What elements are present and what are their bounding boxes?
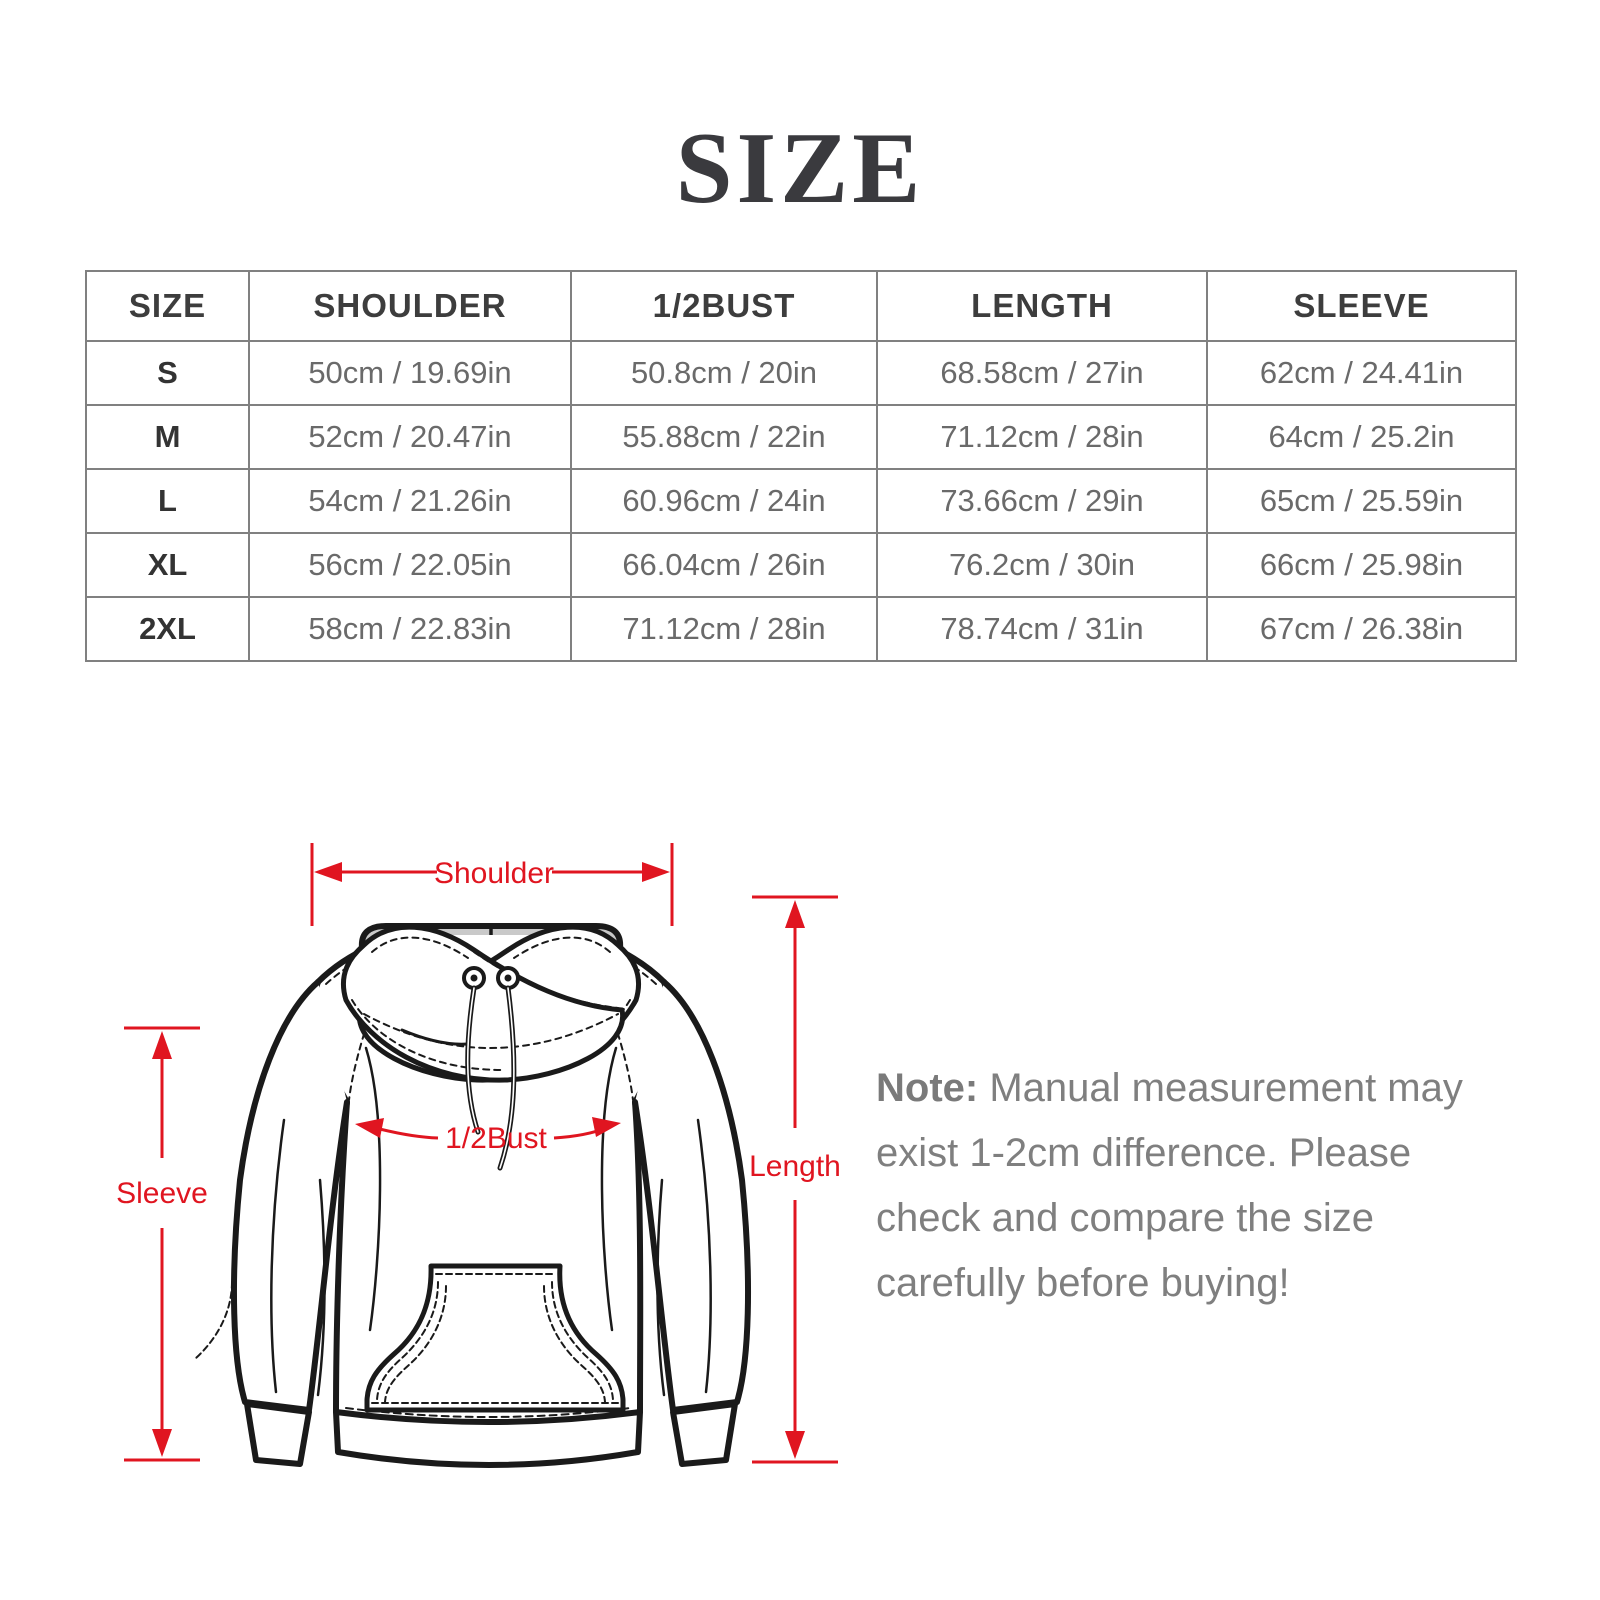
note-line: exist 1-2cm difference. Please	[876, 1131, 1412, 1175]
note-bold-label: Note:	[876, 1066, 979, 1110]
table-cell: 64cm / 25.2in	[1207, 405, 1516, 469]
size-cell: S	[86, 341, 249, 405]
table-cell: 52cm / 20.47in	[249, 405, 571, 469]
hem-band	[336, 1412, 640, 1465]
sleeve-measure-arrow	[116, 1028, 208, 1460]
length-measure-arrow	[749, 897, 841, 1462]
hoodie-measurement-diagram	[60, 790, 920, 1510]
table-row	[86, 533, 1516, 597]
note-text	[876, 1056, 1486, 1316]
table-cell: 50cm / 19.69in	[249, 341, 571, 405]
size-cell: 2XL	[86, 597, 249, 661]
table-cell: 62cm / 24.41in	[1207, 341, 1516, 405]
table-cell: 71.12cm / 28in	[571, 597, 877, 661]
left-cuff	[247, 1404, 309, 1464]
col-header-bust: 1/2BUST	[571, 271, 877, 341]
col-header-length: LENGTH	[877, 271, 1207, 341]
note-line: check and compare the size	[876, 1196, 1375, 1240]
table-cell: 76.2cm / 30in	[877, 533, 1207, 597]
table-cell: 54cm / 21.26in	[249, 469, 571, 533]
table-cell: 71.12cm / 28in	[877, 405, 1207, 469]
size-cell: XL	[86, 533, 249, 597]
table-cell: 55.88cm / 22in	[571, 405, 877, 469]
size-cell: M	[86, 405, 249, 469]
hoodie-illustration	[196, 926, 748, 1465]
table-row	[86, 469, 1516, 533]
table-cell: 67cm / 26.38in	[1207, 597, 1516, 661]
right-cuff	[673, 1404, 735, 1464]
col-header-sleeve: SLEEVE	[1207, 271, 1516, 341]
table-cell: 50.8cm / 20in	[571, 341, 877, 405]
shoulder-label: Shoulder	[433, 857, 555, 890]
table-cell: 78.74cm / 31in	[877, 597, 1207, 661]
table-cell: 66.04cm / 26in	[571, 533, 877, 597]
sleeve-label: Sleeve	[116, 1177, 208, 1210]
table-row	[86, 341, 1516, 405]
table-cell: 58cm / 22.83in	[249, 597, 571, 661]
page-title: SIZE	[675, 112, 925, 225]
table-cell: 60.96cm / 24in	[571, 469, 877, 533]
note-line: carefully before buying!	[876, 1261, 1290, 1305]
table-cell: 68.58cm / 27in	[877, 341, 1207, 405]
table-row	[86, 597, 1516, 661]
col-header-shoulder: SHOULDER	[249, 271, 571, 341]
table-header-row	[86, 271, 1516, 341]
shoulder-measure-arrow	[312, 843, 672, 926]
table-cell: 56cm / 22.05in	[249, 533, 571, 597]
table-row	[86, 405, 1516, 469]
table-cell: 66cm / 25.98in	[1207, 533, 1516, 597]
length-label: Length	[749, 1150, 841, 1183]
table-cell: 65cm / 25.59in	[1207, 469, 1516, 533]
bust-label: 1/2Bust	[445, 1122, 547, 1155]
left-sleeve	[234, 982, 347, 1410]
col-header-size: SIZE	[86, 271, 249, 341]
size-table	[85, 270, 1517, 662]
table-cell: 73.66cm / 29in	[877, 469, 1207, 533]
size-cell: L	[86, 469, 249, 533]
right-sleeve	[635, 982, 748, 1410]
note-line: Note: Manual measurement may	[876, 1066, 1463, 1110]
